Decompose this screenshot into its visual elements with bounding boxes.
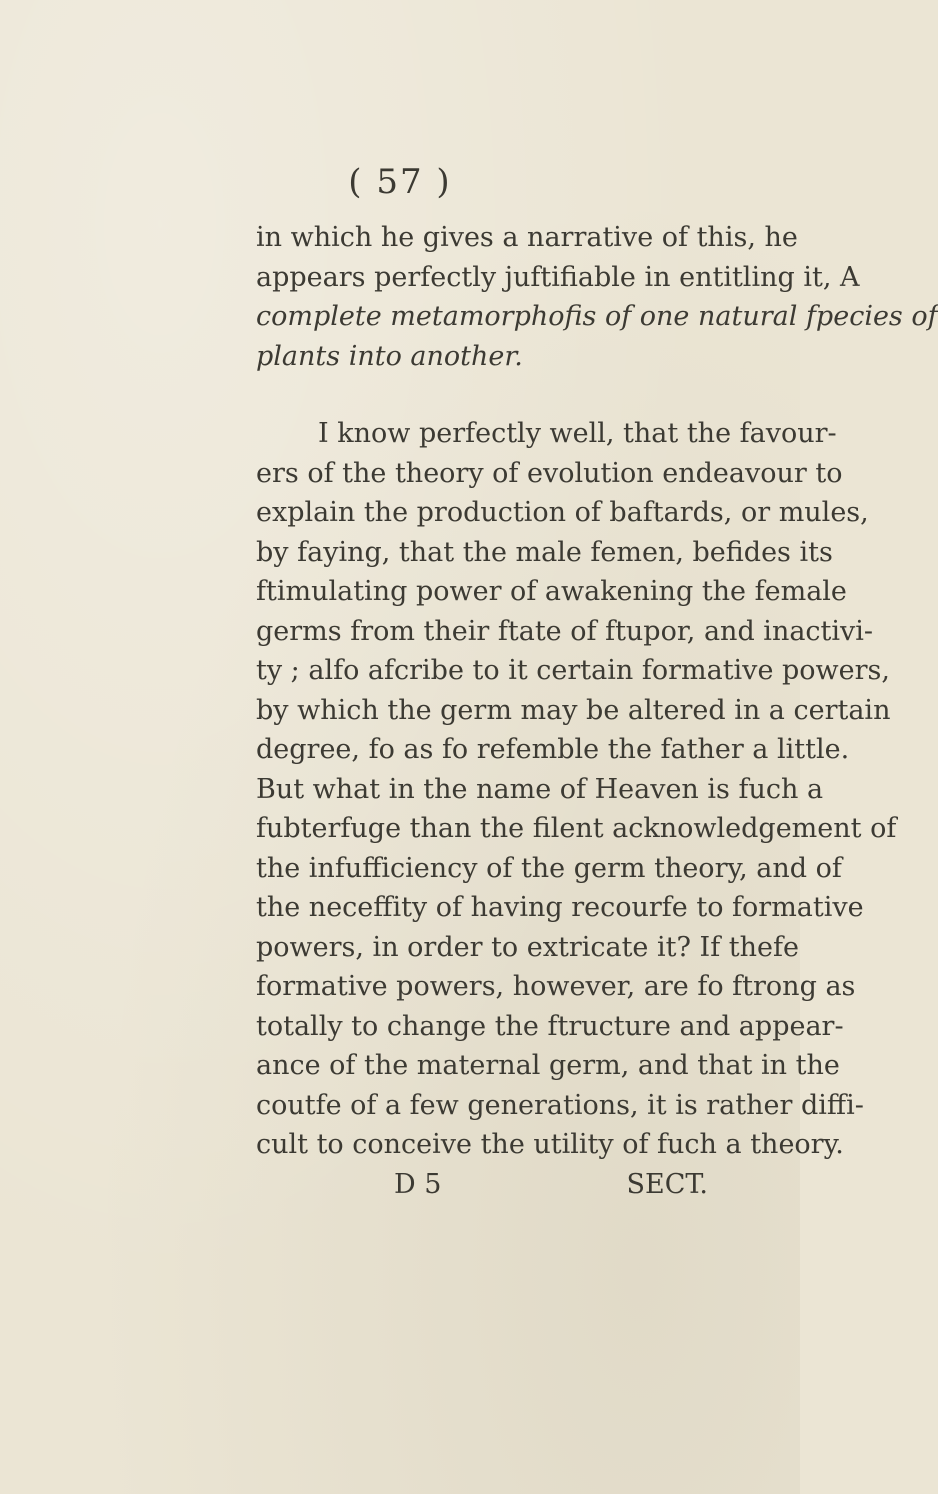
text-line: cult to conceive the utility of fuch a theory.: [256, 1129, 844, 1160]
text-line: the infufficiency of the germ theory, and of: [256, 852, 842, 884]
text-line: plants into another.: [256, 340, 523, 372]
text-line: But what in the name of Heaven is fuch a: [256, 773, 824, 805]
paragraph-gap: [256, 376, 718, 414]
text-line: I know perfectly well, that the favour-: [318, 418, 837, 449]
text-line: explain the production of baftards, or mules,: [256, 497, 869, 528]
text-line: by which the germ may be altered in a certain: [256, 694, 891, 726]
text-line: ance of the maternal germ, and that in the: [256, 1050, 840, 1081]
text-line: totally to change the ftructure and appear-: [256, 1010, 844, 1042]
text-line: appears perfectly juftifiable in entitling it, A: [256, 261, 860, 293]
text-line: ers of the theory of evolution endeavour to: [256, 457, 843, 489]
text-line: coutfe of a few generations, it is rather diffi-: [256, 1089, 864, 1121]
page-number: ( 57 ): [348, 162, 452, 202]
text-line: formative powers, however, are fo ftrong as: [256, 971, 856, 1002]
signature-mark: D 5: [394, 1168, 442, 1200]
text-line: ty ; alfo afcribe to it certain formative powers,: [256, 655, 890, 686]
text-line: ftimulating power of awakening the female: [256, 576, 847, 607]
text-line: powers, in order to extricate it? If thefe: [256, 931, 799, 963]
text-line: by faying, that the male femen, befides its: [256, 536, 833, 568]
text-line: the neceffity of having recourfe to formative: [256, 892, 864, 923]
text-line: fubterfuge than the filent acknowledgement of: [256, 813, 897, 844]
text-line: degree, fo as fo refemble the father a little.: [256, 734, 850, 765]
catchword: SECT.: [626, 1168, 708, 1200]
text-line: in which he gives a narrative of this, he: [256, 222, 798, 253]
page-footer: [256, 1165, 718, 1205]
text-line: complete metamorphofis of one natural fpecies of: [256, 301, 938, 332]
text-line: germs from their ftate of ftupor, and inactivi-: [256, 615, 874, 647]
body-text: [256, 218, 938, 1204]
